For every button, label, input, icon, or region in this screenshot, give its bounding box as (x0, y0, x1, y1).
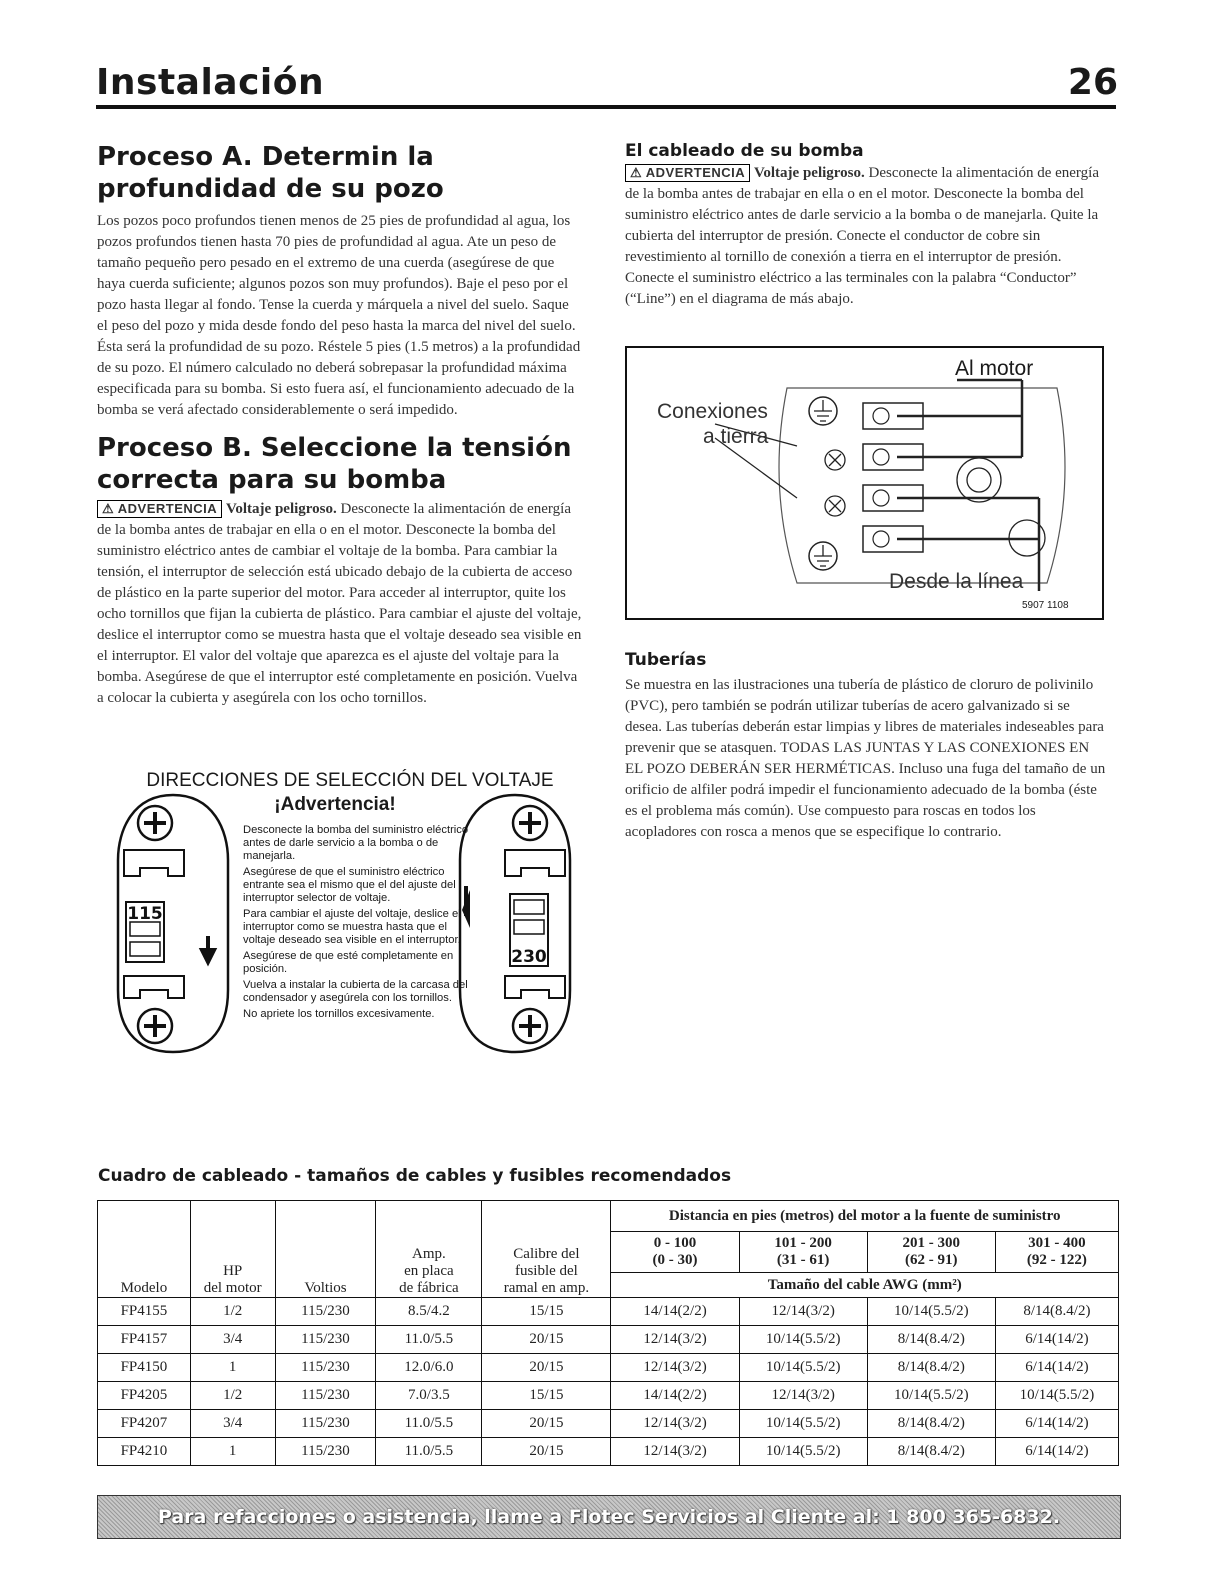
table-cell: 12/14(3/2) (611, 1354, 739, 1382)
table-row (98, 1326, 1119, 1354)
warning-lead: Voltaje peligroso. (225, 501, 337, 517)
col-volts: Voltios (275, 1201, 376, 1298)
table-row (98, 1382, 1119, 1410)
arrow-down-icon (202, 936, 214, 962)
range-m: (62 - 91) (905, 1252, 958, 1268)
table-cell: 115/230 (275, 1298, 376, 1326)
range-m: (31 - 61) (776, 1252, 830, 1268)
table-row (98, 1410, 1119, 1438)
voltage-directions-title: DIRECCIONES DE SELECCIÓN DEL VOLTAJE (146, 770, 554, 791)
table-cell: 8/14(8.4/2) (867, 1438, 995, 1466)
label-to-motor: Al motor (955, 357, 1034, 380)
wiring-body-block (625, 163, 1110, 310)
wiring-table-title: Cuadro de cableado - tamaños de cables y fusibles recomendados (98, 1166, 732, 1186)
range-m: (92 - 122) (1026, 1252, 1087, 1268)
table-cell: 11.0/5.5 (376, 1410, 482, 1438)
table-cell: 1 (190, 1354, 275, 1382)
footer-text: Para refacciones o asistencia, llame a Flotec Servicios al Cliente al: 1 800 365-6832. (157, 1506, 1061, 1528)
wiring-section (625, 141, 1110, 310)
piping-section (625, 650, 1110, 843)
process-b-section (97, 432, 582, 709)
table-cell: 14/14(2/2) (611, 1382, 739, 1410)
voltage-directions-list (243, 824, 475, 1024)
wiring-table-body (98, 1298, 1119, 1466)
table-cell: 12/14(3/2) (739, 1382, 867, 1410)
col-amp-line1: Amp. (412, 1246, 446, 1262)
table-cell: 12/14(3/2) (611, 1438, 739, 1466)
table-cell: 12.0/6.0 (376, 1354, 482, 1382)
pressure-switch-diagram (625, 346, 1104, 620)
voltage-230-label: 230 (511, 947, 547, 967)
table-cell: 1 (190, 1438, 275, 1466)
table-cell: 10/14(5.5/2) (867, 1382, 995, 1410)
table-cell: 6/14(14/2) (995, 1326, 1118, 1354)
col-fuse (482, 1201, 611, 1298)
table-cell: 6/14(14/2) (995, 1438, 1118, 1466)
wiring-table (97, 1200, 1119, 1466)
table-cell: 1/2 (190, 1382, 275, 1410)
table-cell: 12/14(3/2) (611, 1410, 739, 1438)
table-cell: 8/14(8.4/2) (867, 1354, 995, 1382)
list-item: Asegúrese de que el suministro eléctrico entrante sea el mismo que el del ajuste del interruptor selector de voltaje. (243, 866, 456, 904)
warning-lead: Voltaje peligroso. (753, 165, 865, 181)
warning-badge: ⚠ ADVERTENCIA (625, 164, 750, 182)
table-cell: 7.0/3.5 (376, 1382, 482, 1410)
distance-header: Distancia en pies (metros) del motor a la fuente de suministro (611, 1201, 1119, 1232)
wiring-body: Desconecte la alimentación de energía de la bomba antes de trabajar en ella o en el motor. Desconecte la bomba del suministro eléctrico antes de darle servicio a la bomba o de manejarla. Quite la cubierta del interruptor de presión. Conecte el conductor de cobre sin revestimiento al tornillo de conexión a tierra en el interruptor de presión. Conecte el suministro eléctrico a las terminales con la palabra “Conductor” (“Line”) en el diagrama de más abajo. (625, 165, 1099, 307)
range-0 (611, 1232, 739, 1273)
table-cell: 6/14(14/2) (995, 1354, 1118, 1382)
table-cell: 8.5/4.2 (376, 1298, 482, 1326)
table-cell: 15/15 (482, 1382, 611, 1410)
table-cell: 10/14(5.5/2) (739, 1438, 867, 1466)
table-cell: 3/4 (190, 1410, 275, 1438)
table-cell: 11.0/5.5 (376, 1438, 482, 1466)
table-cell: 14/14(2/2) (611, 1298, 739, 1326)
col-amp (376, 1201, 482, 1298)
piping-title: Tuberías (625, 650, 707, 670)
process-a-title: Proceso A. Determin la profundidad de su pozo (97, 142, 444, 204)
table-cell: 6/14(14/2) (995, 1410, 1118, 1438)
col-hp-line2: del motor (203, 1280, 262, 1296)
table-cell: 20/15 (482, 1354, 611, 1382)
table-cell: 20/15 (482, 1410, 611, 1438)
table-cell: FP4205 (98, 1382, 191, 1410)
voltage-directions-warning: ¡Advertencia! (274, 794, 396, 815)
diagram-code: 5907 1108 (1022, 600, 1069, 611)
voltage-switch-115 (108, 790, 238, 1060)
col-amp-line3: de fábrica (399, 1280, 459, 1296)
col-fuse-line3: ramal en amp. (503, 1280, 590, 1296)
table-cell: 10/14(5.5/2) (867, 1298, 995, 1326)
process-a-body: Los pozos poco profundos tienen menos de 25 pies de profundidad al agua, los pozos profundos tienen hasta 70 pies de profundidad al agua. Ate un peso de tamaño pequeño pero pesado en el extremo de una cuerda (asegúrese de que haya cuerda suficiente; algunos pozos son muy profundos). Baje el peso por el pozo hasta llegar al fondo. Tense la cuerda y márquela a nivel del suelo. Saque el peso del pozo y mida desde fondo del peso hasta la marca del nivel del suelo. Ésta será la profundidad de su pozo. Réstele 5 pies (1.5 metros) a la profundidad de su pozo. El número calculado no deberá sobrepasar la profundidad máxima especificada para su bomba. Si esto fuera así, el funcionamiento adecuado de la bomba se verá afectado considerablemente o será impedido. (97, 213, 581, 418)
table-cell: 11.0/5.5 (376, 1326, 482, 1354)
table-cell: 1/2 (190, 1298, 275, 1326)
list-item: Para cambiar el ajuste del voltaje, deslice el interruptor como se muestra hasta que el voltaje deseado sea visible en el interruptor. (243, 908, 461, 946)
voltage-115-label: 115 (127, 904, 163, 924)
table-cell: 10/14(5.5/2) (995, 1382, 1118, 1410)
table-cell: 12/14(3/2) (611, 1326, 739, 1354)
table-cell: 115/230 (275, 1382, 376, 1410)
process-b-title: Proceso B. Seleccione la tensión correcta para su bomba (97, 433, 572, 495)
table-cell: 115/230 (275, 1410, 376, 1438)
table-cell: 12/14(3/2) (739, 1298, 867, 1326)
wiring-title: El cableado de su bomba (625, 141, 864, 161)
col-hp (190, 1201, 275, 1298)
page-header-title: Instalación (96, 62, 325, 103)
range-ft: 101 - 200 (774, 1235, 832, 1251)
label-from-line: Desde la línea (889, 570, 1024, 593)
process-a-section (97, 141, 582, 421)
list-item: No apriete los tornillos excesivamente. (243, 1008, 435, 1020)
table-cell: 115/230 (275, 1326, 376, 1354)
label-ground-2: a tierra (703, 425, 769, 448)
process-b-body-block (97, 499, 582, 709)
table-cell: FP4207 (98, 1410, 191, 1438)
page-number: 26 (1067, 62, 1118, 103)
footer-banner (97, 1495, 1121, 1539)
table-cell: 8/14(8.4/2) (867, 1410, 995, 1438)
range-1 (739, 1232, 867, 1273)
col-fuse-line2: fusible del (514, 1263, 578, 1279)
wire-size-header: Tamaño del cable AWG (mm²) (611, 1273, 1119, 1298)
table-cell: 15/15 (482, 1298, 611, 1326)
table-row (98, 1298, 1119, 1326)
voltage-switch-230 (450, 790, 580, 1060)
table-cell: 10/14(5.5/2) (739, 1354, 867, 1382)
range-ft: 301 - 400 (1028, 1235, 1086, 1251)
range-ft: 201 - 300 (902, 1235, 961, 1251)
table-row (98, 1354, 1119, 1382)
range-m: (0 - 30) (652, 1252, 698, 1268)
table-cell: FP4210 (98, 1438, 191, 1466)
table-row (98, 1438, 1119, 1466)
range-3 (995, 1232, 1118, 1273)
list-item: Vuelva a instalar la cubierta de la carcasa del condensador y asegúrela con los tornillos. (243, 979, 468, 1004)
col-hp-line1: HP (223, 1263, 243, 1279)
range-2 (867, 1232, 995, 1273)
label-ground-1: Conexiones (657, 400, 768, 423)
table-cell: FP4150 (98, 1354, 191, 1382)
piping-body: Se muestra en las ilustraciones una tubería de plástico de cloruro de polivinilo (PVC), pero también se podrán utilizar tuberías de acero galvanizado si se desea. Las tuberías deberán estar limpias y libres de materiales indeseables para prevenir que se atasquen. TODAS LAS JUNTAS Y LAS CONEXIONES EN EL POZO DEBERÁN SER HERMÉTICAS. Incluso una fuga del tamaño de un orificio de alfiler podrá impedir el funcionamiento adecuado de la bomba (éste es el problema más común). Use compuesto para roscas en todos los acopladores con rosca a menos que se especifique lo contrario. (625, 677, 1106, 840)
table-cell: 3/4 (190, 1326, 275, 1354)
col-model: Modelo (98, 1201, 191, 1298)
table-cell: 20/15 (482, 1438, 611, 1466)
table-cell: 10/14(5.5/2) (739, 1410, 867, 1438)
col-fuse-line1: Calibre del (513, 1246, 580, 1262)
table-cell: 115/230 (275, 1438, 376, 1466)
list-item: Asegúrese de que esté completamente en posición. (243, 950, 454, 975)
table-cell: 20/15 (482, 1326, 611, 1354)
table-cell: 115/230 (275, 1354, 376, 1382)
table-cell: FP4157 (98, 1326, 191, 1354)
table-cell: 10/14(5.5/2) (739, 1326, 867, 1354)
header-rule (96, 105, 1116, 109)
range-ft: 0 - 100 (653, 1235, 697, 1251)
table-cell: FP4155 (98, 1298, 191, 1326)
warning-badge: ⚠ ADVERTENCIA (97, 500, 222, 518)
list-item: Desconecte la bomba del suministro eléctrico antes de darle servicio a la bomba o de manejarla. (243, 824, 469, 862)
table-cell: 8/14(8.4/2) (995, 1298, 1118, 1326)
process-b-body: Desconecte la alimentación de energía de la bomba antes de trabajar en ella o en el motor. Desconecte la bomba del suministro eléctrico antes de cambiar el voltaje de la bomba. Para cambiar la tensión, el interruptor de selección está ubicado debajo de la cubierta de acceso de plástico en la parte superior del motor. Para acceder al interruptor, quite los ocho tornillos que fijan la cubierta de plástico. Para cambiar el ajuste del voltaje, deslice el interruptor como se muestra hasta que el voltaje deseado sea visible en el interruptor. El valor del voltaje que aparezca es el ajuste del voltaje para la bomba. Asegúrese de que el interruptor esté completamente en posición. Vuelva a colocar la cubierta y asegúrela con los ocho tornillos. (97, 501, 582, 706)
table-cell: 8/14(8.4/2) (867, 1326, 995, 1354)
col-amp-line2: en placa (404, 1263, 454, 1279)
